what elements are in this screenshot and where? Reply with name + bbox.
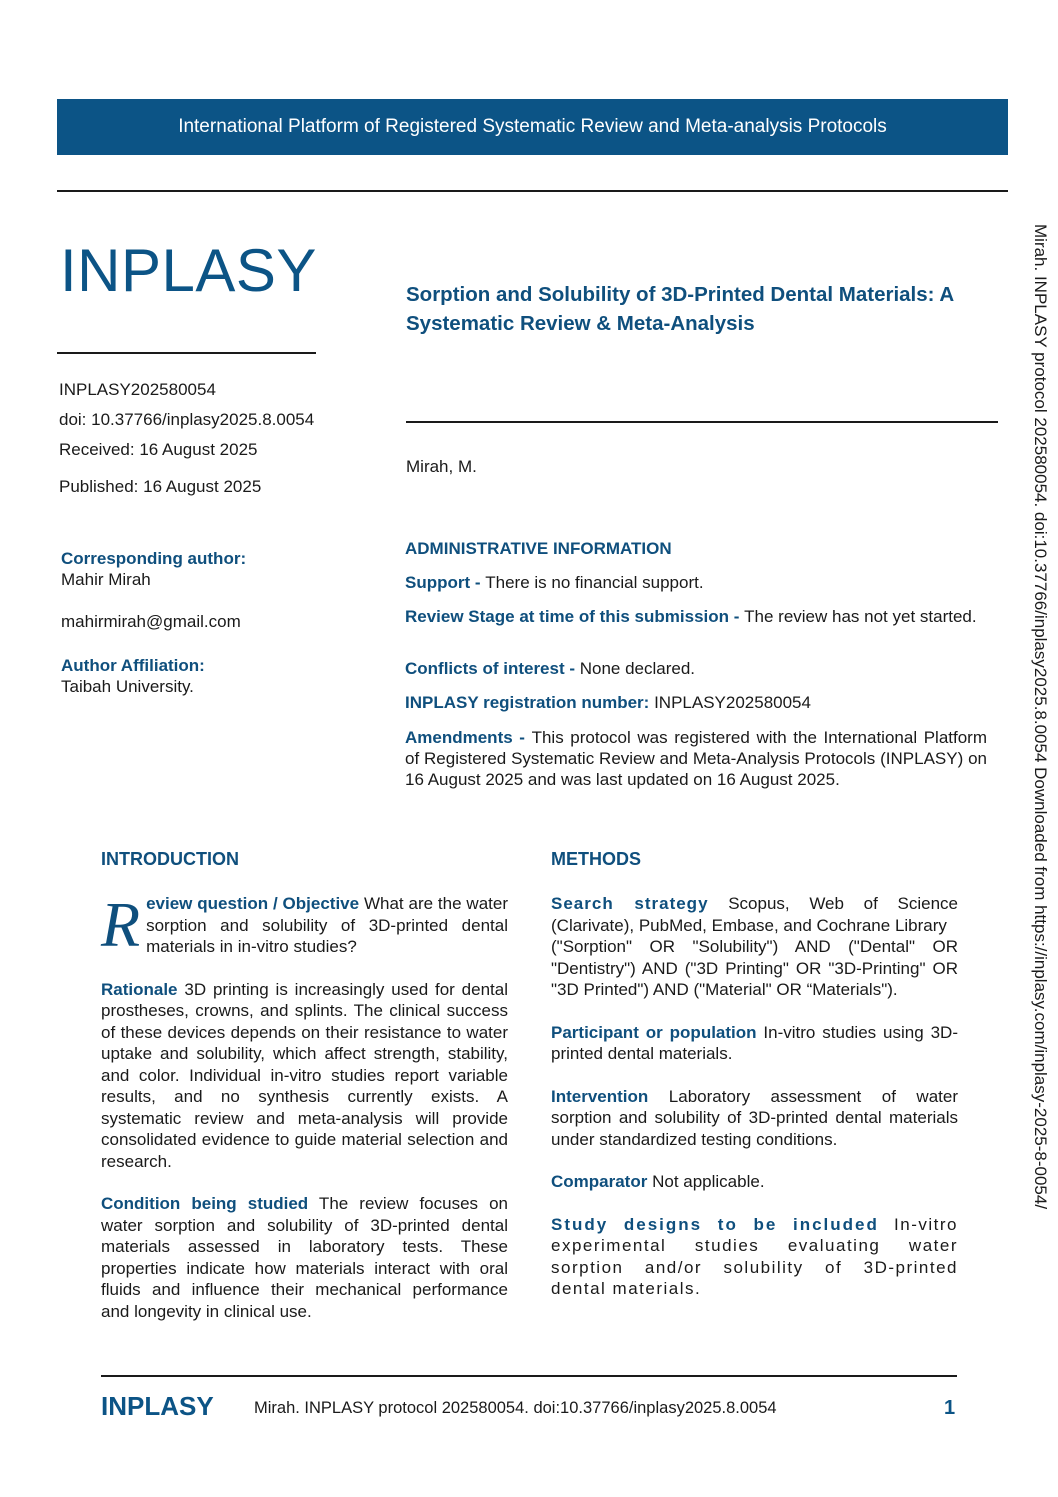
amend-label: Amendments - <box>405 728 532 747</box>
footer-divider <box>101 1375 957 1377</box>
received-date: Received: 16 August 2025 <box>59 440 258 459</box>
comparator-text: Not applicable. <box>647 1172 765 1191</box>
inplasy-logo: INPLASY <box>60 237 317 304</box>
article-title: Sorption and Solubility of 3D-Printed Dental Materials: A Systematic Review & Meta-Analysis <box>406 283 954 335</box>
amend-value: This protocol was registered with the International Platform of Registered Systematic Review and Meta-Analysis Protocols (INPLASY) on 16 August 2025 and was last updated on 16 August 2025. <box>405 728 987 789</box>
support-value: There is no financial support. <box>485 573 704 592</box>
intervention-text: Laboratory assessment of water sorption and solubility of 3D-printed dental materials under standardized testing conditions. <box>551 1086 958 1149</box>
introduction-heading: INTRODUCTION <box>101 849 239 869</box>
header-banner <box>57 99 1008 155</box>
logo-divider <box>57 352 316 354</box>
condition-paragraph <box>101 1193 508 1322</box>
intervention-paragraph <box>551 1086 958 1151</box>
introduction-column <box>101 889 508 1322</box>
methods-heading: METHODS <box>551 849 641 869</box>
admin-amendments <box>405 727 987 790</box>
participant-paragraph <box>551 1022 958 1065</box>
authors: Mirah, M. <box>406 457 477 476</box>
footer-citation: Mirah. INPLASY protocol 202580054. doi:10.37766/inplasy2025.8.0054 <box>254 1399 777 1417</box>
condition-label: Condition being studied <box>101 1194 309 1213</box>
stage-label: Review Stage at time of this submission - <box>405 607 745 626</box>
corresponding-email[interactable]: mahirmirah@gmail.com <box>61 612 241 631</box>
affiliation-label: Author Affiliation: <box>61 656 205 675</box>
published-date: Published: 16 August 2025 <box>59 477 262 496</box>
conflicts-label: Conflicts of interest - <box>405 659 580 678</box>
intervention-label: Intervention <box>551 1086 649 1106</box>
designs-text: In-vitro experimental studies evaluating water sorption and/or solubility of 3D-printed dental materials. <box>551 1214 958 1298</box>
rationale-paragraph <box>101 979 508 1173</box>
title-divider <box>406 421 998 423</box>
rationale-label: Rationale <box>101 979 178 999</box>
search-text: Scopus, Web of Science (Clarivate), PubMed, Embase, and Cochrane Library <box>551 894 958 935</box>
reg-label: INPLASY registration number: <box>405 693 655 712</box>
conflicts-value: None declared. <box>579 659 696 678</box>
footer-logo: INPLASY <box>101 1391 214 1421</box>
side-download-notice[interactable]: Mirah. INPLASY protocol 202580054. doi:10.37766/inplasy2025.8.0054 Downloaded from https://inplasy.com/inplasy-2025-8-0054/ <box>1031 224 1050 1210</box>
support-label: Support - <box>405 573 486 592</box>
methods-column <box>551 893 958 1300</box>
admin-registration <box>405 692 987 713</box>
corresponding-author-block <box>61 548 381 632</box>
participant-text: In-vitro studies using 3D-printed dental materials. <box>551 1022 958 1063</box>
dropcap-letter: R <box>101 889 141 960</box>
participant-label: Participant or population <box>551 1022 757 1042</box>
stage-value: The review has not yet started. <box>744 607 977 626</box>
affiliation-value: Taibah University. <box>61 677 194 696</box>
doi[interactable]: doi: 10.37766/inplasy2025.8.0054 <box>59 410 315 429</box>
affiliation-block <box>61 655 381 697</box>
admin-conflicts <box>405 658 987 679</box>
top-divider <box>57 190 1008 192</box>
review-question-paragraph <box>101 889 508 960</box>
comparator-paragraph <box>551 1171 958 1193</box>
admin-support <box>405 572 987 593</box>
condition-text: The review focuses on water sorption and solubility of 3D-printed dental materials assessed in laboratory tests. These properties indicate how materials interact with oral fluids and influence their mechanical performance and longevity in clinical use. <box>101 1194 508 1321</box>
reg-value: INPLASY202580054 <box>654 693 811 712</box>
designs-paragraph <box>551 1214 958 1300</box>
designs-label: Study designs to be included <box>551 1214 879 1234</box>
review-question-label: eview question / Objective <box>146 894 360 913</box>
rationale-text: 3D printing is increasingly used for dental prostheses, crowns, and splints. The clinical success of these devices depends on their resistance to water uptake and solubility, which affect strength, stability, and color. Individual in-vitro studies report variable results, and no synthesis currently exists. A systematic review and meta-analysis will provide consolidated evidence to guide material selection and research. <box>101 979 508 1171</box>
review-question-text: What are the water sorption and solubility of 3D-printed dental materials in in-vitro studies? <box>146 894 508 956</box>
search-label: Search strategy <box>551 894 709 913</box>
search-query: ("Sorption" OR "Solubility") AND ("Dental" OR "Dentistry") AND ("3D Printing" OR "3D-Printing" OR "3D Printed") AND ("Material" OR “Materials"). <box>551 937 958 999</box>
page-number: 1 <box>944 1397 956 1419</box>
search-paragraph <box>551 893 958 936</box>
registration-id: INPLASY202580054 <box>59 380 216 399</box>
comparator-label: Comparator <box>551 1172 648 1191</box>
corresponding-name: Mahir Mirah <box>61 570 151 589</box>
corresponding-label: Corresponding author: <box>61 549 247 568</box>
banner-text: International Platform of Registered Systematic Review and Meta-analysis Protocols <box>178 116 887 137</box>
admin-heading: ADMINISTRATIVE INFORMATION <box>405 539 672 558</box>
admin-heading-wrap <box>405 538 987 559</box>
admin-stage <box>405 606 987 627</box>
